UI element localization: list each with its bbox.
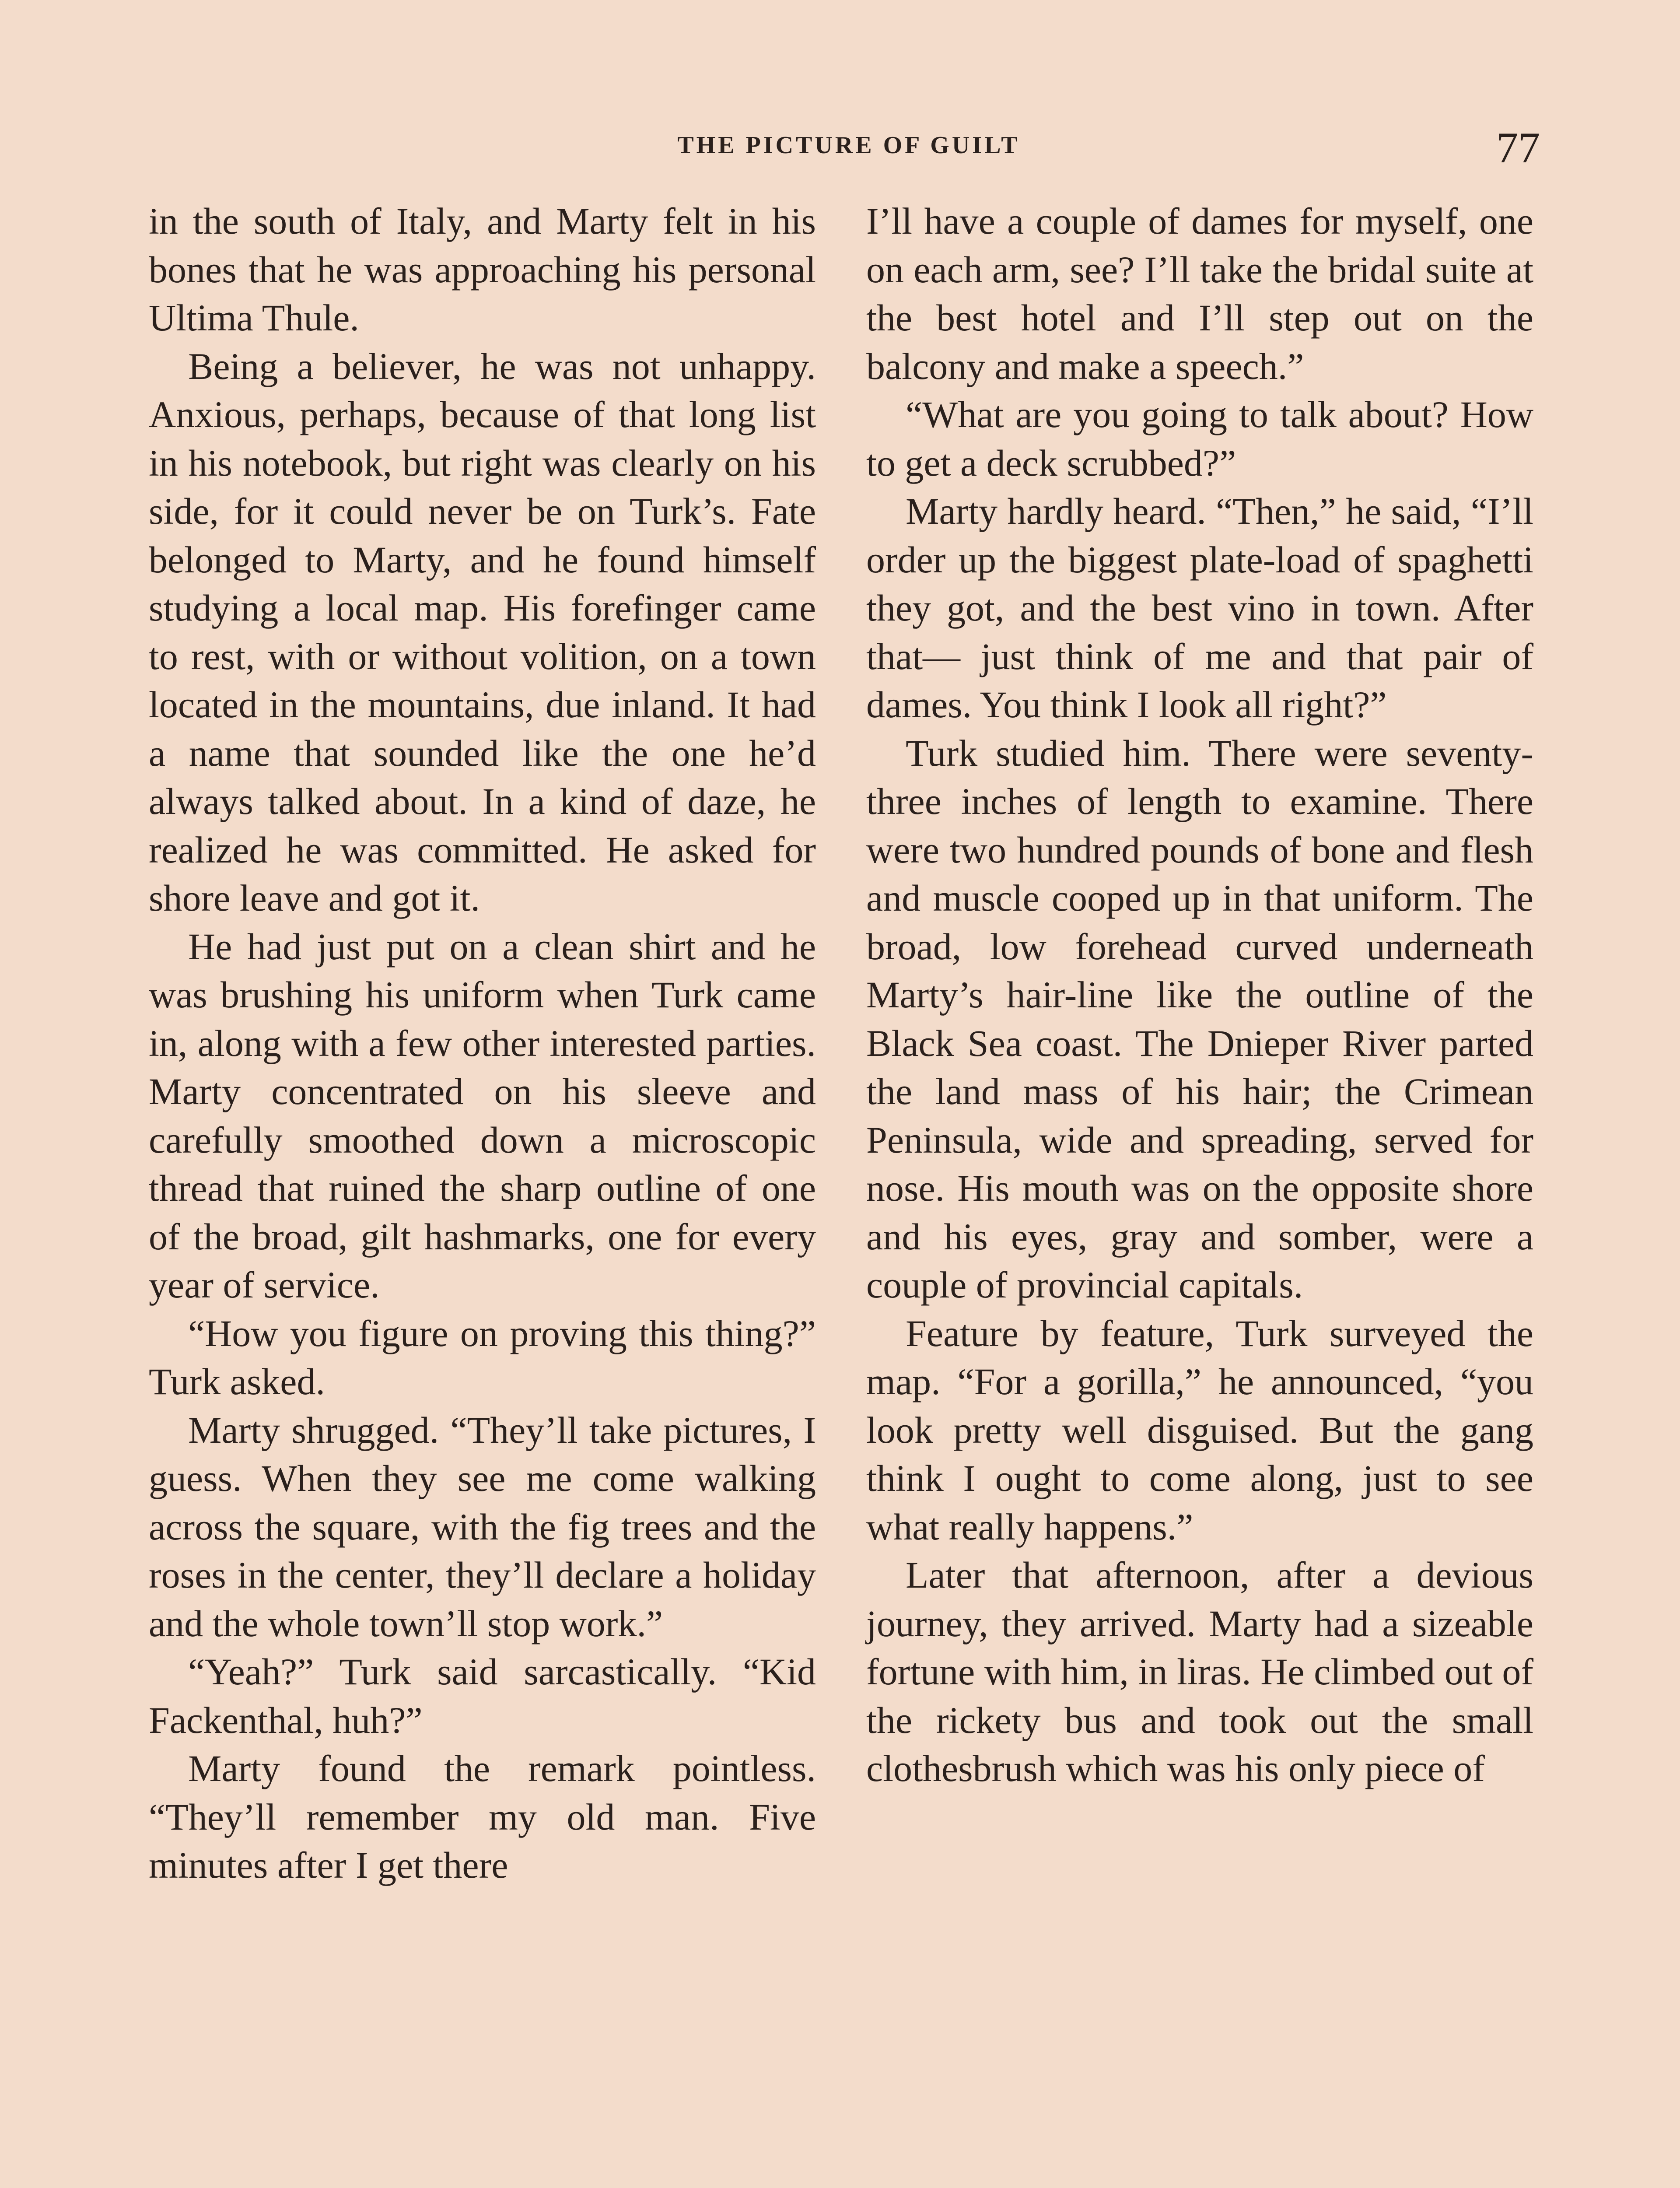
right-column: [866, 197, 1533, 1793]
paragraph: He had just put on a clean shirt and he was brushing his uniform when Turk came in, along with a few other interested parties. Marty concentrated on his sleeve and carefully smoothed down a microscopic thread that ruined the sharp outline of one of the broad, gilt hashmarks, one for every year of service.: [149, 925, 816, 1306]
paragraph: Feature by feature, Turk surveyed the map. “For a gorilla,” he announced, “you look pretty well disguised. But the gang think I ought to come along, just to see what really happens.”: [866, 1312, 1533, 1548]
paragraph: Marty hardly heard. “Then,” he said, “I’ll order up the biggest plate-load of spaghetti they got, and the best vino in town. After that— just think of me and that pair of dames. You think I look all right?”: [866, 490, 1533, 726]
paragraph: Being a believer, he was not unhappy. Anxious, perhaps, because of that long list in his notebook, but right was clearly on his side, for it could never be on Turk’s. Fate belonged to Marty, and he found himself studying a local map. His forefinger came to rest, with or without volition, on a town located in the mountains, due inland. It had a name that sounded like the one he’d always talked about. In a kind of daze, he realized he was committed. He asked for shore leave and got it.: [149, 345, 816, 919]
paragraph: “Yeah?” Turk said sarcastically. “Kid Fackenthal, huh?”: [149, 1651, 816, 1741]
page-number: 77: [1496, 123, 1540, 172]
paragraph: “How you figure on proving this thing?” Turk asked.: [149, 1312, 816, 1403]
paragraph: Turk studied him. There were seventy-three inches of length to examine. There were two hundred pounds of bone and flesh and muscle cooped up in that uniform. The broad, low forehead curved underneath Marty’s hair-line like the outline of the Black Sea coast. The Dnieper River parted the land mass of his hair; the Crimean Peninsula, wide and spreading, served for nose. His mouth was on the opposite shore and his eyes, gray and somber, were a couple of provincial capitals.: [866, 732, 1533, 1306]
running-head: THE PICTURE OF GUILT: [677, 132, 1020, 159]
paragraph: I’ll have a couple of dames for myself, one on each arm, see? I’ll take the bridal suite at the best hotel and I’ll step out on the balcony and make a speech.”: [866, 200, 1533, 387]
paragraph: “What are you going to talk about? How to get a deck scrubbed?”: [866, 393, 1533, 484]
paragraph: in the south of Italy, and Marty felt in his bones that he was approaching his personal Ultima Thule.: [149, 200, 816, 339]
paragraph: Marty found the remark pointless. “They’ll remember my old man. Five minutes after I get there: [149, 1747, 816, 1886]
paragraph: Marty shrugged. “They’ll take pictures, I guess. When they see me come walking across the square, with the fig trees and the roses in the center, they’ll declare a holiday and the whole town’ll stop work.”: [149, 1409, 816, 1645]
left-column: [149, 197, 816, 1890]
paragraph: Later that afternoon, after a devious journey, they arrived. Marty had a sizeable fortune with him, in liras. He climbed out of the rickety bus and took out the small clothesbrush which was his only piece of: [866, 1554, 1533, 1789]
